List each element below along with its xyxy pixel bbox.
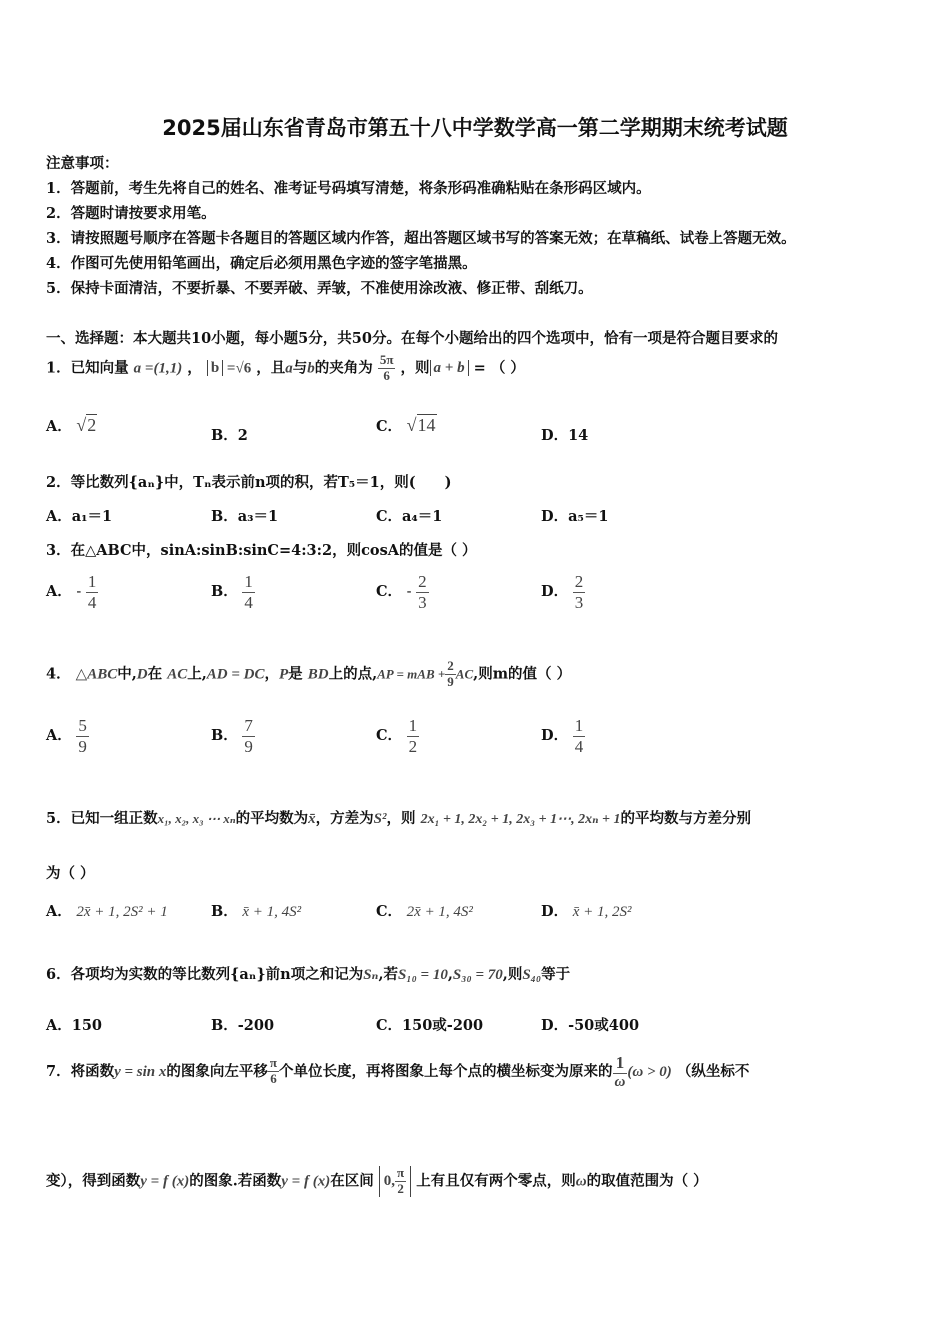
fraction-numerator: π bbox=[269, 1055, 278, 1071]
math-fraction bbox=[613, 1053, 628, 1091]
math-fraction bbox=[268, 1056, 279, 1087]
option-label: A． bbox=[46, 583, 72, 601]
question-1 bbox=[46, 353, 525, 384]
question-text: = （ ） bbox=[473, 359, 525, 377]
math-symbol: BD bbox=[307, 666, 329, 683]
question-6 bbox=[46, 963, 570, 984]
math-sign: - bbox=[76, 584, 82, 601]
option-label: D． bbox=[541, 583, 569, 601]
option-label: D． bbox=[541, 427, 569, 444]
math-symbol: D bbox=[136, 666, 148, 683]
question-number: 4． bbox=[46, 665, 71, 683]
notice-item: 4．作图可先使用铅笔画出，确定后必须用黑色字迹的签字笔描黑。 bbox=[46, 255, 477, 272]
option-b[interactable] bbox=[211, 572, 255, 612]
question-text: 的图象.若函数 bbox=[189, 1172, 282, 1190]
question-text: 中, bbox=[117, 665, 137, 683]
fraction-numerator: 5 bbox=[78, 716, 87, 735]
math-sqrt: √14 bbox=[406, 415, 436, 435]
math-fraction bbox=[378, 353, 396, 384]
math-fraction bbox=[86, 572, 99, 612]
exam-title: 2025届山东省青岛市第五十八中学数学高一第二学期期末统考试题 bbox=[162, 116, 788, 140]
question-3 bbox=[46, 539, 477, 560]
math-symbol: Sₙ bbox=[363, 967, 379, 983]
question-text: 已知向量 bbox=[70, 359, 129, 377]
question-text: 的图象向左平移 bbox=[166, 1062, 268, 1080]
math-sqrt: √2 bbox=[76, 415, 97, 435]
question-number: 1． bbox=[46, 359, 71, 377]
option-a[interactable] bbox=[46, 900, 168, 921]
option-a[interactable] bbox=[46, 572, 98, 612]
math-symbol: =√6 bbox=[226, 360, 252, 377]
option-label: A． bbox=[46, 903, 72, 920]
fraction-denominator: 3 bbox=[418, 592, 427, 612]
math-symbol: AC bbox=[167, 666, 188, 683]
notice-heading: 注意事项： bbox=[46, 155, 119, 172]
option-a[interactable]: A．a₁＝1 bbox=[46, 508, 113, 525]
fraction-numerator: 2 bbox=[418, 572, 427, 591]
fraction-denominator: ω bbox=[614, 1073, 626, 1090]
option-label: D． bbox=[541, 727, 569, 745]
fraction-denominator: 4 bbox=[87, 592, 97, 612]
math-symbol: b bbox=[210, 360, 220, 377]
fraction-numerator: 1 bbox=[574, 716, 584, 735]
question-text: 在区间 bbox=[330, 1172, 374, 1190]
fraction-numerator: 5π bbox=[379, 352, 394, 367]
section-heading: 一、选择题：本大题共10小题，每小题5分，共50分。在每个小题给出的四个选项中，恰有一项是符合题目要求的 bbox=[46, 330, 778, 347]
math-expression: 2x₁ + 1, 2x₂ + 1, 2x₃ + 1⋯, 2xₙ + 1 bbox=[420, 812, 621, 827]
option-label: B． bbox=[211, 903, 238, 920]
option-d[interactable]: D．a₅＝1 bbox=[541, 508, 609, 525]
math-interval bbox=[379, 1166, 411, 1197]
question-number: 5． bbox=[46, 810, 71, 827]
question-text: 等于 bbox=[541, 966, 571, 983]
question-text: 上有且仅有两个零点，则 bbox=[416, 1172, 576, 1190]
option-label: B． bbox=[211, 583, 238, 601]
option-label: C． bbox=[376, 418, 403, 435]
question-text: 将函数 bbox=[70, 1062, 115, 1080]
math-fraction bbox=[407, 716, 420, 756]
math-expression: (ω > 0) bbox=[627, 1063, 672, 1080]
fraction-denominator: 3 bbox=[574, 592, 584, 612]
question-text: 上的点, bbox=[328, 665, 378, 683]
math-symbol: ω bbox=[575, 1173, 587, 1190]
question-number: 2． bbox=[46, 474, 71, 491]
math-symbol: AC bbox=[455, 666, 474, 682]
math-expression: y = sin x bbox=[114, 1063, 167, 1080]
math-expression: △ABC bbox=[75, 666, 118, 683]
option-label: A． bbox=[46, 418, 72, 435]
question-text: 已知一组正数 bbox=[70, 810, 158, 827]
fraction-numerator: 2 bbox=[447, 658, 454, 673]
math-fraction bbox=[395, 1166, 406, 1197]
question-5 bbox=[46, 807, 751, 828]
option-label: C． bbox=[376, 903, 403, 920]
question-7-cont bbox=[46, 1166, 708, 1197]
notice-item: 1．答题前，考生先将自己的姓名、准考证号码填写清楚，将条形码准确粘贴在条形码区域内。 bbox=[46, 180, 651, 197]
question-text: ，则 bbox=[400, 359, 430, 377]
fraction-numerator: 7 bbox=[244, 716, 253, 735]
option-text: 14 bbox=[568, 427, 589, 444]
option-expression: 2x̄ + 1, 4S² bbox=[406, 904, 473, 920]
math-fraction bbox=[76, 716, 89, 756]
math-symbol: S² bbox=[373, 811, 387, 827]
math-fraction bbox=[242, 572, 255, 612]
math-expression bbox=[430, 360, 469, 376]
question-text: 与 bbox=[292, 359, 308, 377]
option-c[interactable] bbox=[376, 415, 437, 436]
fraction-denominator: 9 bbox=[78, 736, 87, 756]
option-text: 2 bbox=[237, 427, 248, 444]
option-c[interactable]: C．a₄＝1 bbox=[376, 508, 443, 525]
question-number: 7． bbox=[46, 1062, 71, 1080]
math-fraction bbox=[445, 659, 456, 690]
math-symbol: S₄₀ bbox=[522, 967, 542, 983]
math-expression: x₁, x₂, x₃ ⋯ xₙ bbox=[157, 811, 236, 826]
math-symbol: x̄ bbox=[308, 811, 316, 827]
math-expression bbox=[207, 360, 251, 376]
question-text: 的取值范围为（ ） bbox=[586, 1172, 708, 1190]
option-c[interactable] bbox=[376, 716, 419, 756]
math-expression: AD = DC bbox=[206, 666, 265, 683]
math-expression: a =(1,1) bbox=[133, 360, 183, 377]
fraction-denominator: 4 bbox=[574, 736, 584, 756]
question-text: ， bbox=[187, 359, 202, 377]
math-fraction bbox=[573, 716, 586, 756]
question-text: ，且 bbox=[256, 359, 286, 377]
math-symbol: a bbox=[285, 360, 293, 377]
question-text: 是 bbox=[288, 665, 303, 683]
question-text: 在△ABC中，sinA:sinB:sinC=4:3:2，则cosA的值是（ ） bbox=[70, 542, 477, 559]
option-b[interactable]: B．a₃＝1 bbox=[211, 508, 279, 525]
interval-left: 0, bbox=[383, 1172, 396, 1189]
option-d[interactable] bbox=[541, 424, 588, 445]
option-c[interactable] bbox=[376, 572, 429, 612]
math-fraction bbox=[242, 716, 255, 756]
option-a[interactable]: A．150 bbox=[46, 1017, 103, 1034]
question-text: 在 bbox=[147, 665, 163, 683]
math-expression: AP = mAB + bbox=[377, 666, 446, 682]
question-text: 的平均数为 bbox=[235, 810, 309, 827]
notice-item: 2．答题时请按要求用笔。 bbox=[46, 205, 216, 222]
question-4 bbox=[46, 659, 571, 690]
math-expression: y = f (x) bbox=[281, 1173, 331, 1190]
question-text: （纵坐标不 bbox=[676, 1062, 750, 1080]
question-text: 上, bbox=[187, 665, 207, 683]
math-sign: - bbox=[406, 584, 412, 601]
option-label: C． bbox=[376, 583, 403, 601]
question-number: 6． bbox=[46, 966, 71, 983]
fraction-denominator: 6 bbox=[383, 367, 390, 383]
math-symbol: a + b bbox=[433, 360, 465, 377]
question-5-cont: 为（ ） bbox=[46, 865, 95, 882]
question-text: 各项均为实数的等比数列{aₙ}前n项之和记为 bbox=[70, 966, 364, 983]
question-2 bbox=[46, 471, 451, 492]
question-text: 变），得到函数 bbox=[46, 1172, 141, 1190]
math-expression: S₁₀ = 10 bbox=[398, 967, 448, 983]
option-label: B． bbox=[211, 427, 238, 444]
question-text: 等比数列{aₙ}中，Tₙ表示前n项的积，若T₅＝1，则( ) bbox=[70, 474, 452, 491]
fraction-denominator: 9 bbox=[244, 736, 253, 756]
question-text: ,若 bbox=[378, 966, 398, 983]
option-label: B． bbox=[211, 727, 238, 745]
fraction-denominator: 9 bbox=[447, 673, 454, 689]
fraction-numerator: 2 bbox=[574, 572, 584, 591]
option-b[interactable] bbox=[211, 424, 248, 445]
fraction-numerator: 1 bbox=[244, 572, 253, 591]
question-text: ,则m的值（ ） bbox=[473, 665, 572, 683]
radicand: 14 bbox=[417, 415, 436, 435]
fraction-denominator: 2 bbox=[397, 1180, 404, 1196]
math-symbol: P bbox=[279, 666, 289, 683]
option-d[interactable] bbox=[541, 900, 631, 921]
option-d[interactable] bbox=[541, 572, 585, 612]
option-expression: 2x̄ + 1, 2S² + 1 bbox=[76, 904, 168, 920]
question-7 bbox=[46, 1053, 749, 1091]
math-expression: S₃₀ = 70 bbox=[452, 967, 503, 983]
question-text: ， bbox=[264, 665, 279, 683]
option-d[interactable]: D．-50或400 bbox=[541, 1017, 640, 1034]
option-label: A． bbox=[46, 727, 72, 745]
question-text: ，则 bbox=[386, 810, 416, 827]
option-a[interactable] bbox=[46, 716, 89, 756]
option-a[interactable] bbox=[46, 415, 97, 436]
question-text: ，方差为 bbox=[315, 810, 374, 827]
option-c[interactable]: C．150或-200 bbox=[376, 1017, 484, 1034]
math-fraction bbox=[573, 572, 586, 612]
fraction-numerator: 1 bbox=[87, 572, 97, 591]
fraction-denominator: 6 bbox=[270, 1071, 277, 1087]
question-text: , bbox=[447, 966, 453, 983]
question-text: 的平均数与方差分别 bbox=[620, 810, 752, 827]
question-text: ,则 bbox=[502, 966, 523, 983]
option-label: D． bbox=[541, 903, 569, 920]
math-expression: y = f (x) bbox=[140, 1173, 190, 1190]
option-b[interactable] bbox=[211, 716, 255, 756]
question-number: 3． bbox=[46, 542, 71, 559]
fraction-denominator: 4 bbox=[244, 592, 253, 612]
fraction-numerator: 1 bbox=[613, 1053, 628, 1074]
option-b[interactable] bbox=[211, 900, 301, 921]
option-expression: x̄ + 1, 2S² bbox=[572, 904, 632, 920]
fraction-numerator: π bbox=[397, 1165, 405, 1180]
notice-item: 3．请按照题号顺序在答题卡各题目的答题区域内作答，超出答题区域书写的答案无效；在草稿纸、试卷上答题无效。 bbox=[46, 230, 796, 247]
math-symbol: b bbox=[307, 360, 315, 377]
option-d[interactable] bbox=[541, 716, 585, 756]
option-b[interactable]: B．-200 bbox=[211, 1017, 275, 1034]
option-expression: x̄ + 1, 4S² bbox=[242, 904, 302, 920]
fraction-denominator: 2 bbox=[408, 736, 418, 756]
question-text: 的夹角为 bbox=[314, 359, 373, 377]
fraction-numerator: 1 bbox=[408, 716, 418, 735]
radicand: 2 bbox=[87, 415, 97, 435]
notice-item: 5．保持卡面清洁，不要折暴、不要弄破、弄皱，不准使用涂改液、修正带、刮纸刀。 bbox=[46, 280, 593, 297]
question-text: 个单位长度，再将图象上每个点的横坐标变为原来的 bbox=[279, 1062, 613, 1080]
option-c[interactable] bbox=[376, 900, 473, 921]
math-fraction bbox=[416, 572, 429, 612]
option-label: C． bbox=[376, 727, 403, 745]
